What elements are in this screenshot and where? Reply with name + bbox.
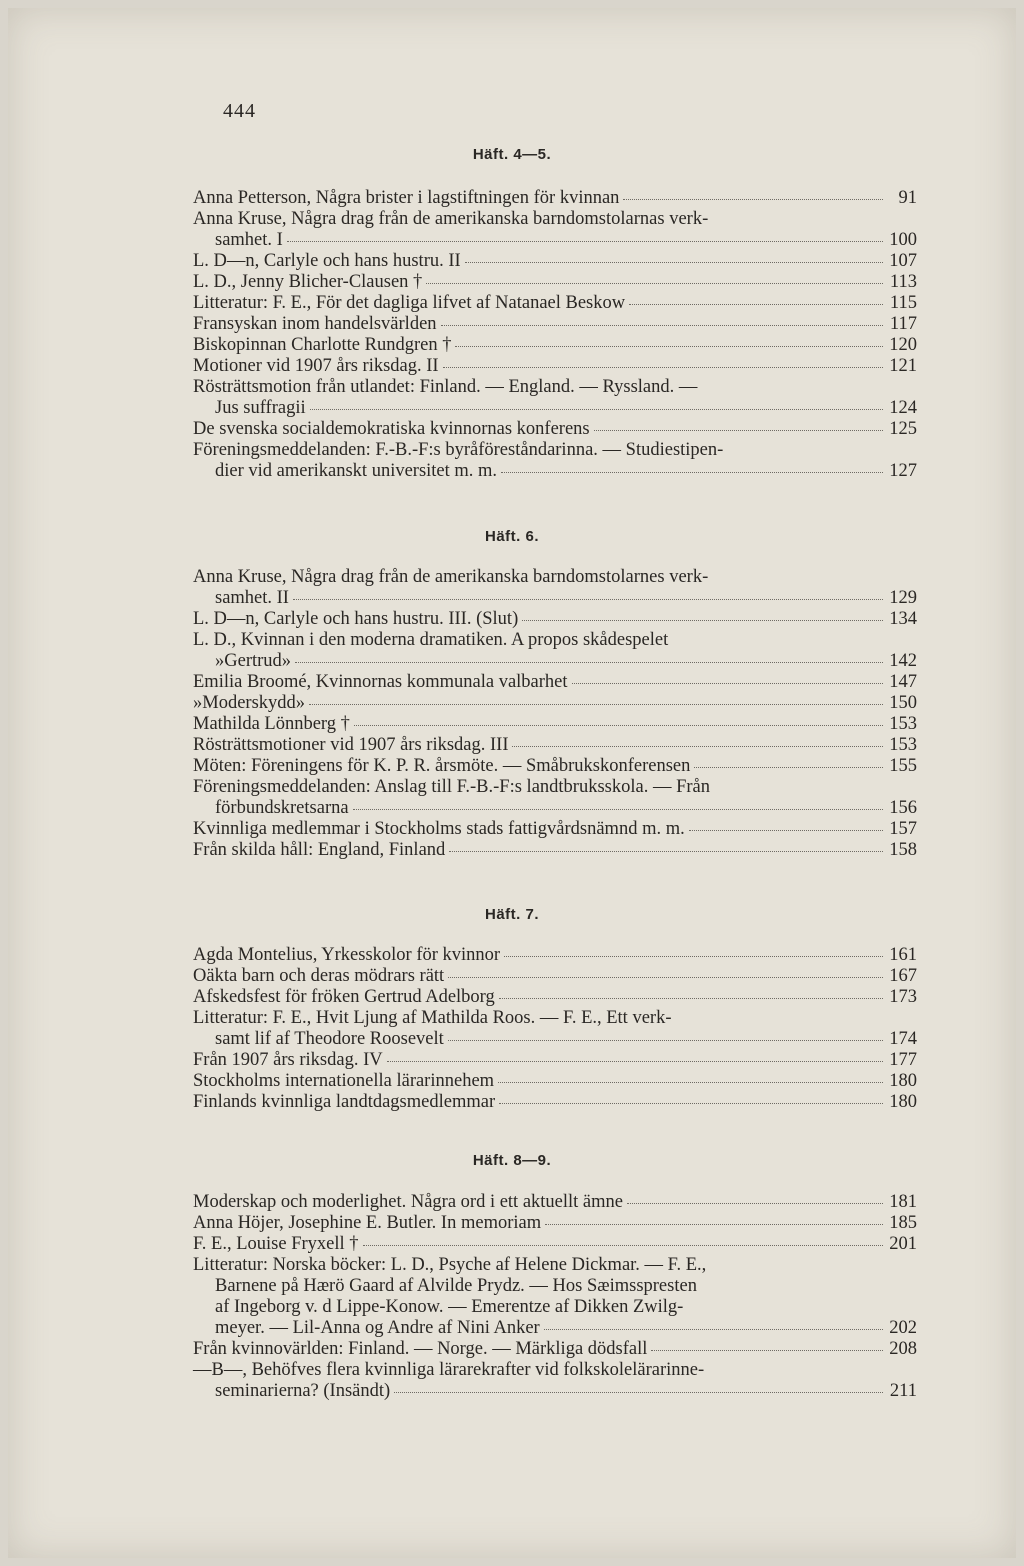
entry-text: Oäkta barn och deras mödrars rätt [193,966,445,986]
entry-list [193,1192,917,1402]
entry-text: Afskedsfest för fröken Gertrud Adelborg [193,987,495,1007]
section-title: Häft. 7. [484,906,539,923]
toc-entry [193,1339,917,1360]
toc-entry [193,630,917,651]
dot-leader [354,724,883,726]
dot-leader [287,240,883,242]
entry-page-number: 124 [889,398,917,418]
entry-text: Anna Höjer, Josephine E. Butler. In memoriam [193,1213,542,1233]
entry-text: Fransyskan inom handelsvärlden [193,314,437,334]
entry-text: Stockholms internationella lärarinnehem [193,1071,495,1091]
toc-entry [193,272,917,293]
page-number: 444 [223,100,256,122]
entry-page-number: 153 [889,735,917,755]
toc-entry [193,377,917,398]
toc-entry [193,356,917,377]
entry-page-number: 211 [889,1381,917,1401]
dot-leader [309,703,883,705]
toc-entry [193,798,917,819]
dot-leader [426,282,883,284]
dot-leader [293,598,883,600]
toc-entry [193,293,917,314]
entry-text: samhet. I [215,230,283,250]
entry-text: »Moderskydd» [193,693,306,713]
entry-list [193,188,917,482]
entry-text: Motioner vid 1907 års riksdag. II [193,356,439,376]
entry-text: Emilia Broomé, Kvinnornas kommunala valbarhet [193,672,568,692]
entry-page-number: 147 [889,672,917,692]
entry-text: förbundskretsarna [215,798,349,818]
entry-text: F. E., Louise Fryxell † [193,1234,359,1254]
entry-text: Anna Kruse, Några drag från de amerikanska barndomstolarnes verk- [193,567,709,587]
dot-leader [499,997,883,999]
entry-text: Möten: Föreningens för K. P. R. årsmöte. — Småbrukskonferensen [193,756,691,776]
entry-text: dier vid amerikanskt universitet m. m. [215,461,498,481]
entry-text: Från 1907 års riksdag. IV [193,1050,383,1070]
entry-text: Jus suffragii [215,398,306,418]
dot-leader [545,1223,883,1225]
entry-page-number: 157 [889,819,917,839]
toc-entry [193,567,917,588]
dot-leader [387,1060,883,1062]
entry-text: Föreningsmeddelanden: F.-B.-F:s byråföreståndarinna. — Studiestipen- [193,440,724,460]
toc-entry [193,1234,917,1255]
entry-page-number: 202 [889,1318,917,1338]
dot-leader [627,1202,883,1204]
toc-entry [193,188,917,209]
toc-entry [193,1213,917,1234]
toc-entry [193,1092,917,1113]
section-title: Häft. 8—9. [472,1152,552,1169]
entry-page-number: 107 [889,251,917,271]
entry-page-number: 177 [889,1050,917,1070]
entry-text: L. D., Kvinnan i den moderna dramatiken. A propos skådespelet [193,630,669,650]
toc-entry [193,1360,917,1381]
entry-page-number: 120 [889,335,917,355]
entry-page-number: 127 [889,461,917,481]
entry-page-number: 181 [889,1192,917,1212]
toc-entry [193,461,917,482]
dot-leader [295,661,883,663]
entry-page-number: 125 [889,419,917,439]
entry-text: Rösträttsmotion från utlandet: Finland. — England. — Ryssland. — [193,377,698,397]
toc-entry [193,777,917,798]
dot-leader [394,1391,883,1393]
entry-text: Rösträttsmotioner vid 1907 års riksdag. III [193,735,509,755]
entry-page-number: 156 [889,798,917,818]
toc-entry [193,1255,917,1276]
entry-page-number: 142 [889,651,917,671]
toc-entry [193,693,917,714]
dot-leader [572,682,883,684]
toc-entry [193,756,917,777]
entry-text: meyer. — Lil-Anna og Andre af Nini Anker [215,1318,540,1338]
entry-page-number: 201 [889,1234,917,1254]
dot-leader [465,261,883,263]
entry-page-number: 113 [889,272,917,292]
toc-entry [193,1050,917,1071]
entry-page-number: 167 [889,966,917,986]
entry-page-number: 173 [889,987,917,1007]
toc-entry [193,840,917,861]
toc-entry [193,419,917,440]
toc-entry [193,588,917,609]
toc-entry [193,987,917,1008]
entry-text: Moderskap och moderlighet. Några ord i ett aktuellt ämne [193,1192,623,1212]
toc-entry [193,945,917,966]
toc-entry [193,672,917,693]
dot-leader [455,345,883,347]
toc-entry [193,966,917,987]
entry-text: Föreningsmeddelanden: Anslag till F.-B.-F:s landtbruksskola. — Från [193,777,710,797]
entry-list [193,945,917,1113]
toc-entry [193,819,917,840]
dot-leader [310,408,883,410]
dot-leader [629,303,883,305]
entry-text: Anna Petterson, Några brister i lagstiftningen för kvinnan [193,188,620,208]
entry-page-number: 91 [898,188,917,208]
dot-leader [499,1102,883,1104]
toc-entry [193,230,917,251]
toc-entry [193,735,917,756]
toc-entry [193,1192,917,1213]
entry-text: Agda Montelius, Yrkesskolor för kvinnor [193,945,501,965]
entry-text: Mathilda Lönnberg † [193,714,350,734]
toc-entry [193,209,917,230]
entry-list [193,567,917,861]
entry-text: Från skilda håll: England, Finland [193,840,446,860]
toc-entry [193,1008,917,1029]
section-title: Häft. 6. [484,528,539,545]
dot-leader [449,850,883,852]
toc-entry [193,1381,917,1402]
toc-entry [193,1071,917,1092]
toc-entry [193,398,917,419]
toc-entry [193,1318,917,1339]
entry-page-number: 180 [889,1092,917,1112]
dot-leader [689,829,883,831]
dot-leader [623,198,883,200]
toc-entry [193,609,917,630]
entry-page-number: 153 [889,714,917,734]
entry-page-number: 115 [889,293,917,313]
entry-text: Litteratur: Norska böcker: L. D., Psyche af Helene Dickmar. — F. E., [193,1255,707,1275]
entry-page-number: 208 [889,1339,917,1359]
dot-leader [443,366,883,368]
entry-text: —B—, Behöfves flera kvinnliga lärarekrafter vid folkskolelärarinne- [193,1360,705,1380]
dot-leader [448,1039,883,1041]
dot-leader [504,955,883,957]
dot-leader [694,766,883,768]
entry-text: Litteratur: F. E., För det dagliga lifvet af Natanael Beskow [193,293,626,313]
toc-entry [193,1297,917,1318]
entry-text: L. D—n, Carlyle och hans hustru. II [193,251,461,271]
dot-leader [363,1244,883,1246]
entry-page-number: 100 [889,230,917,250]
entry-text: Anna Kruse, Några drag från de amerikanska barndomstolarnas verk- [193,209,709,229]
entry-page-number: 161 [889,945,917,965]
entry-text: Kvinnliga medlemmar i Stockholms stads fattigvårdsnämnd m. m. [193,819,685,839]
entry-page-number: 158 [889,840,917,860]
entry-text: »Gertrud» [215,651,292,671]
entry-text: Finlands kvinnliga landtdagsmedlemmar [193,1092,496,1112]
toc-entry [193,714,917,735]
dot-leader [441,324,883,326]
dot-leader [498,1081,883,1083]
entry-page-number: 129 [889,588,917,608]
entry-page-number: 121 [889,356,917,376]
dot-leader [448,976,883,978]
entry-text: L. D., Jenny Blicher-Clausen † [193,272,423,292]
entry-page-number: 180 [889,1071,917,1091]
toc-entry [193,651,917,672]
entry-text: Biskopinnan Charlotte Rundgren † [193,335,452,355]
toc-entry [193,314,917,335]
entry-text: Från kvinnovärlden: Finland. — Norge. — Märkliga dödsfall [193,1339,648,1359]
entry-text: seminarierna? (Insändt) [215,1381,391,1401]
entry-text: De svenska socialdemokratiska kvinnornas konferens [193,419,590,439]
entry-text: L. D—n, Carlyle och hans hustru. III. (Slut) [193,609,519,629]
entry-page-number: 174 [889,1029,917,1049]
entry-page-number: 134 [889,609,917,629]
section-title: Häft. 4—5. [472,146,552,163]
toc-entry [193,1276,917,1297]
toc-entry [193,335,917,356]
entry-page-number: 185 [889,1213,917,1233]
entry-text: af Ingeborg v. d Lippe-Konow. — Emerentze af Dikken Zwilg- [215,1297,684,1317]
dot-leader [594,429,883,431]
entry-page-number: 117 [889,314,917,334]
entry-text: Litteratur: F. E., Hvit Ljung af Mathilda Roos. — F. E., Ett verk- [193,1008,672,1028]
entry-page-number: 155 [889,756,917,776]
entry-page-number: 150 [889,693,917,713]
entry-text: Barnene på Hærö Gaard af Alvilde Prydz. — Hos Sæimsspresten [215,1276,697,1296]
dot-leader [651,1349,883,1351]
toc-entry [193,440,917,461]
dot-leader [353,808,883,810]
entry-text: samt lif af Theodore Roosevelt [215,1029,444,1049]
dot-leader [522,619,883,621]
toc-entry [193,251,917,272]
toc-entry [193,1029,917,1050]
entry-text: samhet. II [215,588,289,608]
dot-leader [501,471,883,473]
dot-leader [512,745,883,747]
dot-leader [544,1328,883,1330]
